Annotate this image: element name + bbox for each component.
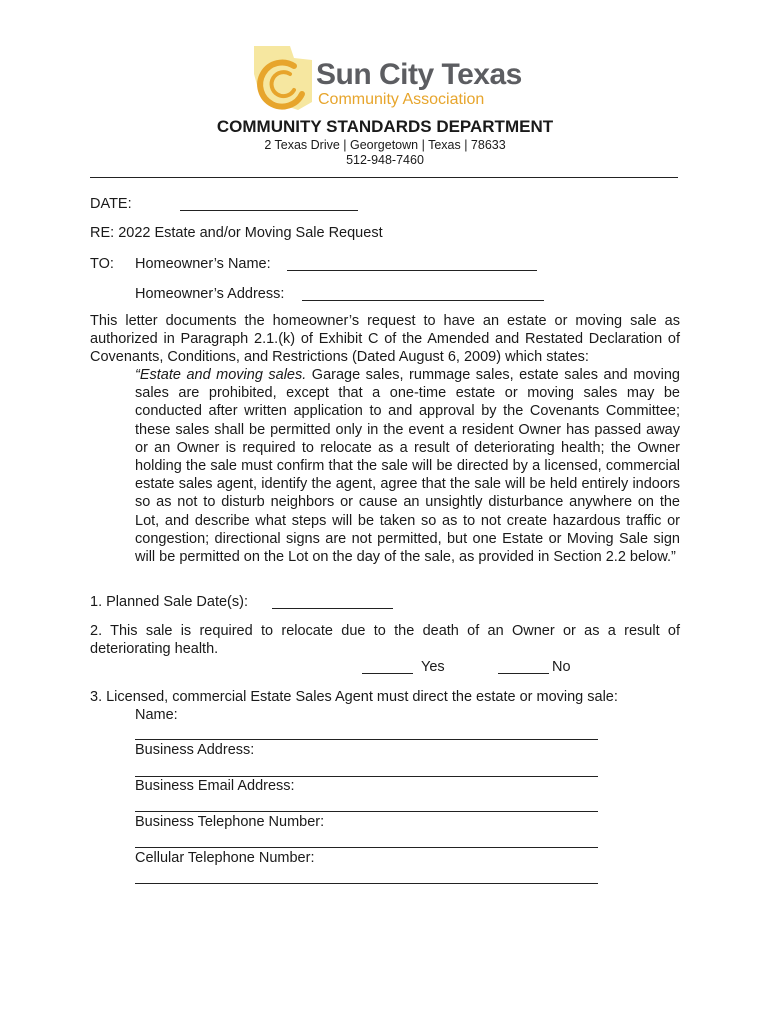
logo-subtitle: Community Association xyxy=(318,91,485,108)
logo-title: Sun City Texas xyxy=(316,58,522,91)
sun-logo-icon xyxy=(250,44,320,114)
homeowner-address-label: Homeowner’s Address: xyxy=(135,286,285,302)
agent-telephone-field[interactable] xyxy=(135,847,598,848)
agent-business-address-field[interactable] xyxy=(135,776,598,777)
homeowner-name-label: Homeowner’s Name: xyxy=(135,256,271,272)
department-address: 2 Texas Drive | Georgetown | Texas | 78633 xyxy=(264,138,506,152)
agent-email-label: Business Email Address: xyxy=(135,778,295,794)
intro-paragraph: This letter documents the homeowner’s request to have an estate or moving sale as authorized in Paragraph 2.1.(k) of Exhibit C of the Amended and Restated Declaration of Covenants, Conditions, and Restrictions (Dated August 6, 2009) which states: xyxy=(90,313,680,366)
no-field[interactable] xyxy=(498,659,549,674)
homeowner-name-field[interactable] xyxy=(287,256,537,271)
yes-field[interactable] xyxy=(362,659,413,674)
covenant-quote xyxy=(135,366,680,566)
date-label: DATE: xyxy=(90,196,132,212)
re-line: RE: 2022 Estate and/or Moving Sale Request xyxy=(90,225,383,241)
agent-email-field[interactable] xyxy=(135,811,598,812)
planned-sale-date-field[interactable] xyxy=(272,594,393,609)
department-phone: 512-948-7460 xyxy=(346,153,424,167)
header-divider xyxy=(90,177,678,178)
agent-telephone-label: Business Telephone Number: xyxy=(135,814,325,830)
date-field[interactable] xyxy=(180,196,358,211)
agent-cellular-field[interactable] xyxy=(135,883,598,884)
agent-name-field[interactable] xyxy=(135,739,598,740)
estate-agent-question: 3. Licensed, commercial Estate Sales Agent must direct the estate or moving sale: xyxy=(90,689,618,705)
homeowner-address-field[interactable] xyxy=(302,286,544,301)
to-label: TO: xyxy=(90,256,114,272)
yes-label: Yes xyxy=(421,659,445,675)
agent-business-address-label: Business Address: xyxy=(135,742,255,758)
quote-text: Garage sales, rummage sales, estate sales and moving sales are prohibited, except that a one-time estate or moving sales may be conducted after written application to and approval by the Covenants Committee; these sales shall be permitted only in the event a resident Owner has passed away or an Owner is required to relocate as a result of deteriorating health; the Owner holding the sale must confirm that the sale will be directed by a licensed, commercial estate sales agent, identify the agent, agree that the sale will be held entirely indoors so as not to disturb neighbors or cause an unsightly disturbance anywhere on the Lot, and describe what steps will be taken so as to not create hazardous traffic or congestion; directional signs are not permitted, but one Estate or Moving Sale sign will be permitted on the Lot on the day of the sale, as provided in Section 2.2 below.” xyxy=(135,367,680,566)
department-title: COMMUNITY STANDARDS DEPARTMENT xyxy=(216,117,554,136)
no-label: No xyxy=(552,659,571,675)
relocation-question: 2. This sale is required to relocate due to the death of an Owner or as a result of deteriorating health. xyxy=(90,623,680,658)
sun-city-logo xyxy=(250,44,530,114)
agent-name-label: Name: xyxy=(135,707,178,723)
quote-lead: “Estate and moving sales. xyxy=(135,367,307,383)
planned-sale-date-label: 1. Planned Sale Date(s): xyxy=(90,594,248,610)
agent-cellular-label: Cellular Telephone Number: xyxy=(135,850,315,866)
